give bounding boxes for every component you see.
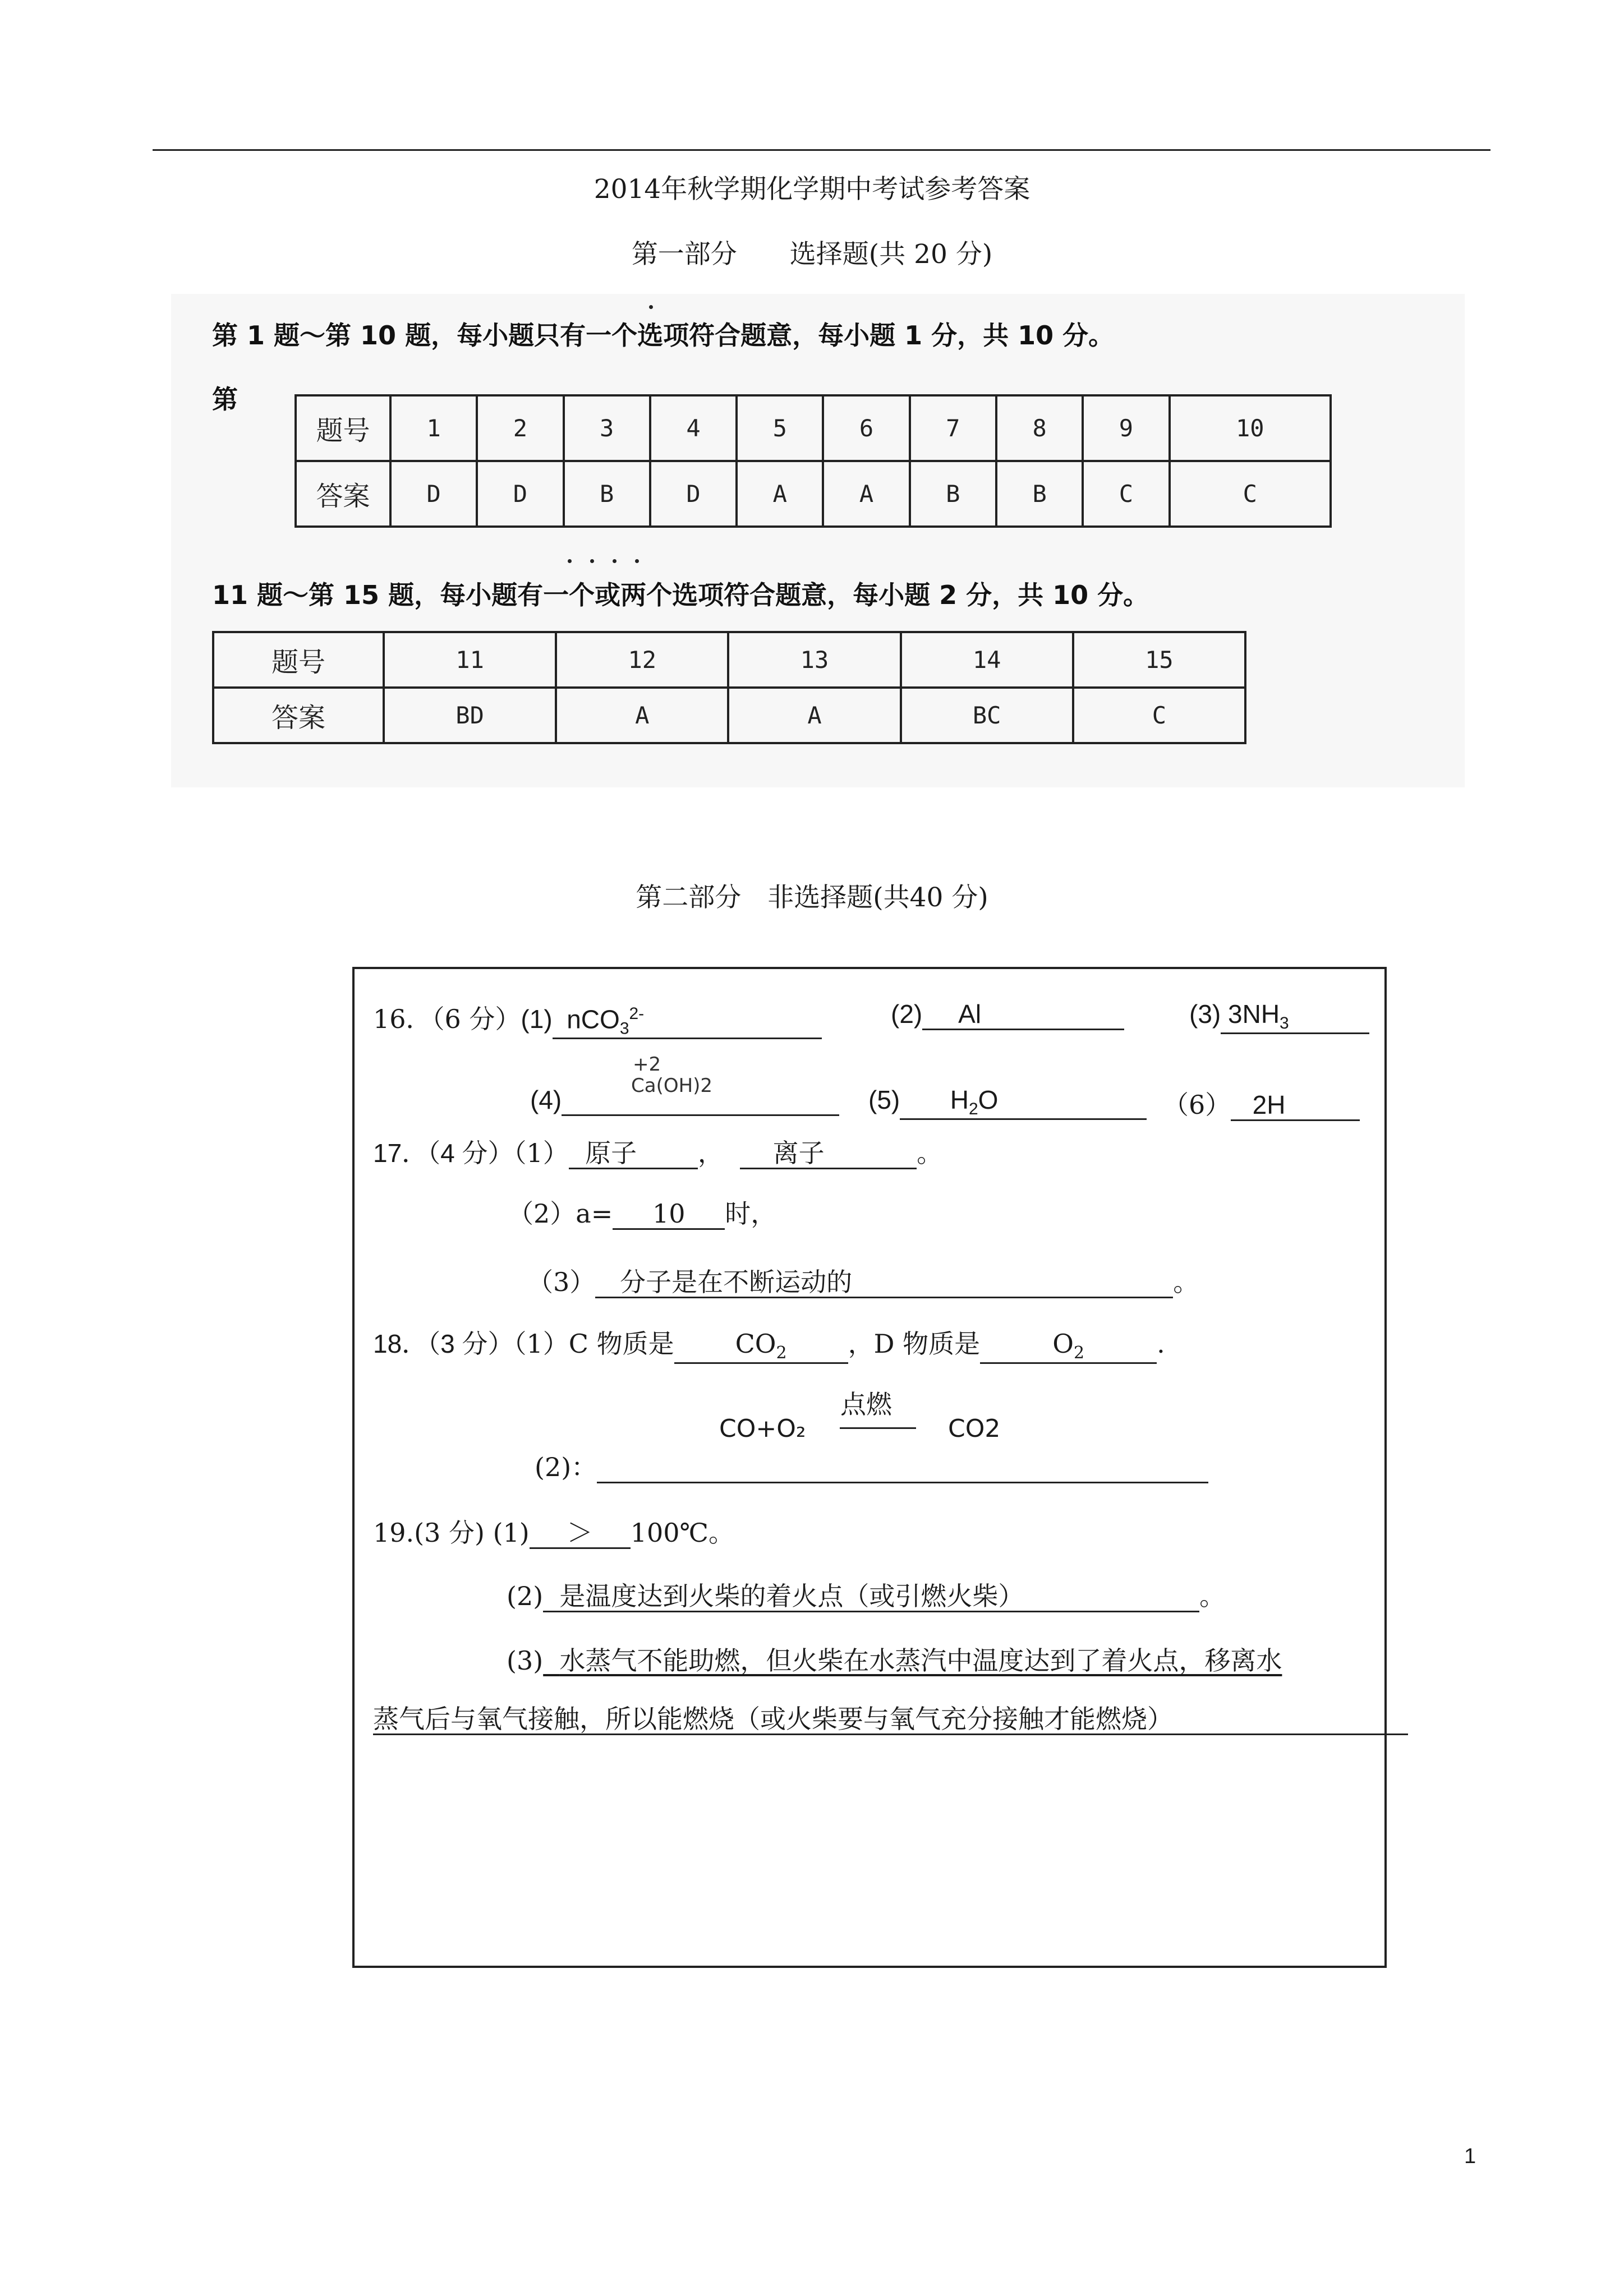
q19-answer-2-value: 是温度达到火柴的着火点（或引燃火柴） bbox=[559, 1581, 1024, 1611]
page-title: 2014年秋学期化学期中考试参考答案 bbox=[594, 174, 1030, 205]
q16-answer-5-tail: O bbox=[978, 1085, 999, 1114]
q17-line2 bbox=[508, 1193, 776, 1230]
q17-answer-3-value: 分子是在不断运动的 bbox=[620, 1267, 853, 1297]
q18-answer-1 bbox=[674, 1330, 848, 1364]
emphasis-dot bbox=[613, 559, 617, 563]
q17-p1-label: （1） bbox=[513, 1138, 569, 1168]
q18-line2 bbox=[535, 1447, 1208, 1484]
table-answer-label: 答案 bbox=[296, 461, 390, 527]
q18-equation-condition: 点燃 bbox=[840, 1389, 892, 1419]
question-number-cell: 7 bbox=[910, 395, 996, 461]
q16-answer-5 bbox=[900, 1086, 1147, 1120]
q16-part3 bbox=[1189, 999, 1369, 1034]
q16-p2-label: (2) bbox=[891, 999, 923, 1029]
q19-p3-label: (3) bbox=[507, 1645, 544, 1676]
q19-p2-end: 。 bbox=[1199, 1581, 1226, 1611]
q16-prefix: 16．（6 分） bbox=[373, 1004, 521, 1034]
answer-table-2 bbox=[212, 631, 1246, 744]
answer-cell: A bbox=[823, 461, 909, 527]
q16-part2 bbox=[891, 999, 1124, 1030]
q16-answer-5-sub: 2 bbox=[968, 1100, 978, 1119]
q19-answer-3-line1-value: 水蒸气不能助燃，但火柴在水蒸汽中温度达到了着火点，移离水 bbox=[559, 1645, 1282, 1676]
q17-answer-3 bbox=[595, 1268, 1173, 1298]
q19-answer-3-line1 bbox=[543, 1645, 1282, 1676]
q18-prefix: 18．（3 分） bbox=[373, 1329, 514, 1358]
q17-answer-1b bbox=[740, 1139, 917, 1169]
table-row-answers bbox=[296, 461, 1331, 527]
q19-p1-tail: 100℃。 bbox=[630, 1518, 734, 1548]
question-number-cell: 4 bbox=[650, 395, 737, 461]
q19-answer-1-value: ＞ bbox=[567, 1518, 593, 1548]
q17-line3 bbox=[527, 1262, 1199, 1299]
q18-equation-right: CO2 bbox=[948, 1414, 1001, 1443]
q16-answer-6-value: 2H bbox=[1252, 1090, 1286, 1119]
q19-answer-3-line2 bbox=[373, 1705, 1408, 1735]
answer-cell: BC bbox=[901, 688, 1073, 743]
q16-p3-label: (3) bbox=[1189, 999, 1221, 1029]
q16-answer-1-sub: 3 bbox=[619, 1019, 629, 1038]
question-number-cell: 15 bbox=[1073, 632, 1245, 688]
answer-cell: A bbox=[556, 688, 728, 743]
q19-line3 bbox=[507, 1640, 1282, 1677]
q18-p1-mid: ，D 物质是 bbox=[848, 1329, 981, 1359]
q18-line1 bbox=[373, 1324, 1165, 1364]
q17-p3-label: （3） bbox=[527, 1267, 596, 1297]
q16-p1-label: (1) bbox=[521, 1004, 553, 1034]
emphasis-dot bbox=[568, 559, 572, 563]
question-number-cell: 5 bbox=[737, 395, 823, 461]
q16-answer-3-sub: 3 bbox=[1280, 1014, 1289, 1033]
question-number-cell: 10 bbox=[1170, 395, 1331, 461]
q18-equation-line bbox=[840, 1427, 916, 1429]
q17-answer-1b-value: 离子 bbox=[772, 1138, 825, 1168]
q17-answer-2 bbox=[613, 1200, 725, 1230]
q17-line1 bbox=[373, 1133, 942, 1170]
answer-cell: B bbox=[910, 461, 996, 527]
part1-instruction-2a: 第 bbox=[212, 384, 238, 414]
q16-answer-3 bbox=[1221, 1000, 1369, 1034]
q19-answer-3-line2-value: 蒸气后与氧气接触，所以能燃烧（或火柴要与氧气充分接触才能燃烧） bbox=[373, 1704, 1173, 1734]
q17-answer-1a-value: 原子 bbox=[585, 1138, 637, 1168]
q16-part4 bbox=[530, 1085, 839, 1116]
question-number-cell: 9 bbox=[1083, 395, 1169, 461]
q18-answer-2-sub: 2 bbox=[1073, 1343, 1085, 1363]
question-number-cell: 2 bbox=[477, 395, 563, 461]
q18-p1-label: （1）C 物质是 bbox=[513, 1329, 674, 1359]
q16-answer-1-sup: 2- bbox=[629, 1004, 645, 1023]
q17-answer-1a bbox=[569, 1139, 698, 1169]
part1-instruction-2b: 11 题～第 15 题，每小题有一个或两个选项符合题意，每小题 2 分，共 10 分。 bbox=[212, 580, 1149, 610]
q16-answer-2-value: Al bbox=[958, 999, 982, 1029]
answer-cell: A bbox=[737, 461, 823, 527]
q19-p2-label: (2) bbox=[507, 1581, 544, 1611]
question-number-cell: 1 bbox=[390, 395, 477, 461]
table-answer-label: 答案 bbox=[213, 688, 384, 743]
answer-cell: A bbox=[728, 688, 900, 743]
emphasis-dot bbox=[635, 559, 639, 563]
q16-calcium-hydroxide: Ca(OH)2 bbox=[631, 1075, 713, 1097]
table-header-label: 题号 bbox=[213, 632, 384, 688]
part1-instruction-1: 第 1 题～第 10 题，每小题只有一个选项符合题意，每小题 1 分，共 10 分。 bbox=[212, 320, 1115, 351]
answer-cell: C bbox=[1073, 688, 1245, 743]
question-number-cell: 11 bbox=[384, 632, 556, 688]
q16-p4-label: (4) bbox=[530, 1085, 562, 1114]
q19-prefix: 19.(3 分) bbox=[373, 1518, 485, 1548]
q17-p2-label: （2）a= bbox=[508, 1198, 613, 1229]
table-row-numbers bbox=[213, 632, 1245, 688]
q19-answer-2 bbox=[543, 1582, 1199, 1612]
q16-answer-3-main: 3NH bbox=[1228, 999, 1280, 1029]
top-rule bbox=[153, 149, 1490, 151]
part2-heading: 第二部分 非选择题(共40 分) bbox=[636, 882, 988, 913]
question-number-cell: 14 bbox=[901, 632, 1073, 688]
q16-p5-label: (5) bbox=[868, 1085, 900, 1114]
q17-p3-end: 。 bbox=[1173, 1267, 1199, 1297]
q17-prefix: 17．（4 分） bbox=[373, 1138, 514, 1168]
question-number-cell: 12 bbox=[556, 632, 728, 688]
q18-answer-eq bbox=[597, 1453, 1208, 1483]
q18-answer-2-main: O bbox=[1052, 1329, 1074, 1359]
answer-cell: D bbox=[650, 461, 737, 527]
emphasis-dot bbox=[590, 559, 594, 563]
page-number: 1 bbox=[1464, 2145, 1476, 2168]
part1-heading: 第一部分 选择题(共 20 分) bbox=[631, 239, 993, 270]
q19-line4 bbox=[373, 1704, 1408, 1735]
q16-part6 bbox=[1163, 1085, 1360, 1122]
q16-answer-6 bbox=[1231, 1091, 1360, 1121]
q18-answer-2 bbox=[980, 1330, 1157, 1364]
q18-answer-1-main: CO bbox=[735, 1329, 776, 1359]
q18-p2-label: (2)： bbox=[535, 1452, 597, 1482]
answer-cell: D bbox=[390, 461, 477, 527]
q16-answer-1-main: nCO bbox=[567, 1004, 620, 1034]
answer-cell: D bbox=[477, 461, 563, 527]
question-number-cell: 3 bbox=[564, 395, 650, 461]
q17-end: 。 bbox=[917, 1138, 943, 1168]
q16-answer-5-main: H bbox=[950, 1085, 969, 1114]
q17-comma: ， bbox=[697, 1138, 724, 1168]
q18-p1-end: . bbox=[1157, 1329, 1165, 1359]
answer-cell: BD bbox=[384, 688, 556, 743]
q19-answer-1 bbox=[530, 1519, 631, 1549]
question-number-cell: 6 bbox=[823, 395, 909, 461]
answer-cell: B bbox=[996, 461, 1083, 527]
q16-valence-mark: +2 bbox=[633, 1053, 661, 1076]
q17-answer-2-value: 10 bbox=[652, 1198, 686, 1229]
q18-answer-1-sub: 2 bbox=[776, 1343, 787, 1363]
question-number-cell: 13 bbox=[728, 632, 900, 688]
emphasis-dot bbox=[649, 305, 653, 309]
table-header-label: 题号 bbox=[296, 395, 390, 461]
answer-cell: C bbox=[1170, 461, 1331, 527]
q19-line1 bbox=[373, 1513, 734, 1550]
q19-line2 bbox=[507, 1576, 1225, 1613]
table-row-answers bbox=[213, 688, 1245, 743]
q16-p6-label: （6） bbox=[1163, 1090, 1231, 1120]
q16-part5 bbox=[868, 1085, 1147, 1120]
answer-cell: B bbox=[564, 461, 650, 527]
answer-cell: C bbox=[1083, 461, 1169, 527]
q19-p1-label: (1) bbox=[493, 1518, 530, 1548]
q18-equation-left: CO+O₂ bbox=[719, 1414, 806, 1443]
table-row-numbers bbox=[296, 395, 1331, 461]
q17-p2-tail: 时， bbox=[725, 1198, 777, 1229]
q16-answer-1 bbox=[553, 1004, 822, 1040]
answer-table-1 bbox=[295, 394, 1332, 528]
q16-answer-2 bbox=[922, 1000, 1124, 1030]
q16-line1 bbox=[373, 999, 822, 1039]
q16-answer-4 bbox=[562, 1086, 839, 1116]
question-number-cell: 8 bbox=[996, 395, 1083, 461]
